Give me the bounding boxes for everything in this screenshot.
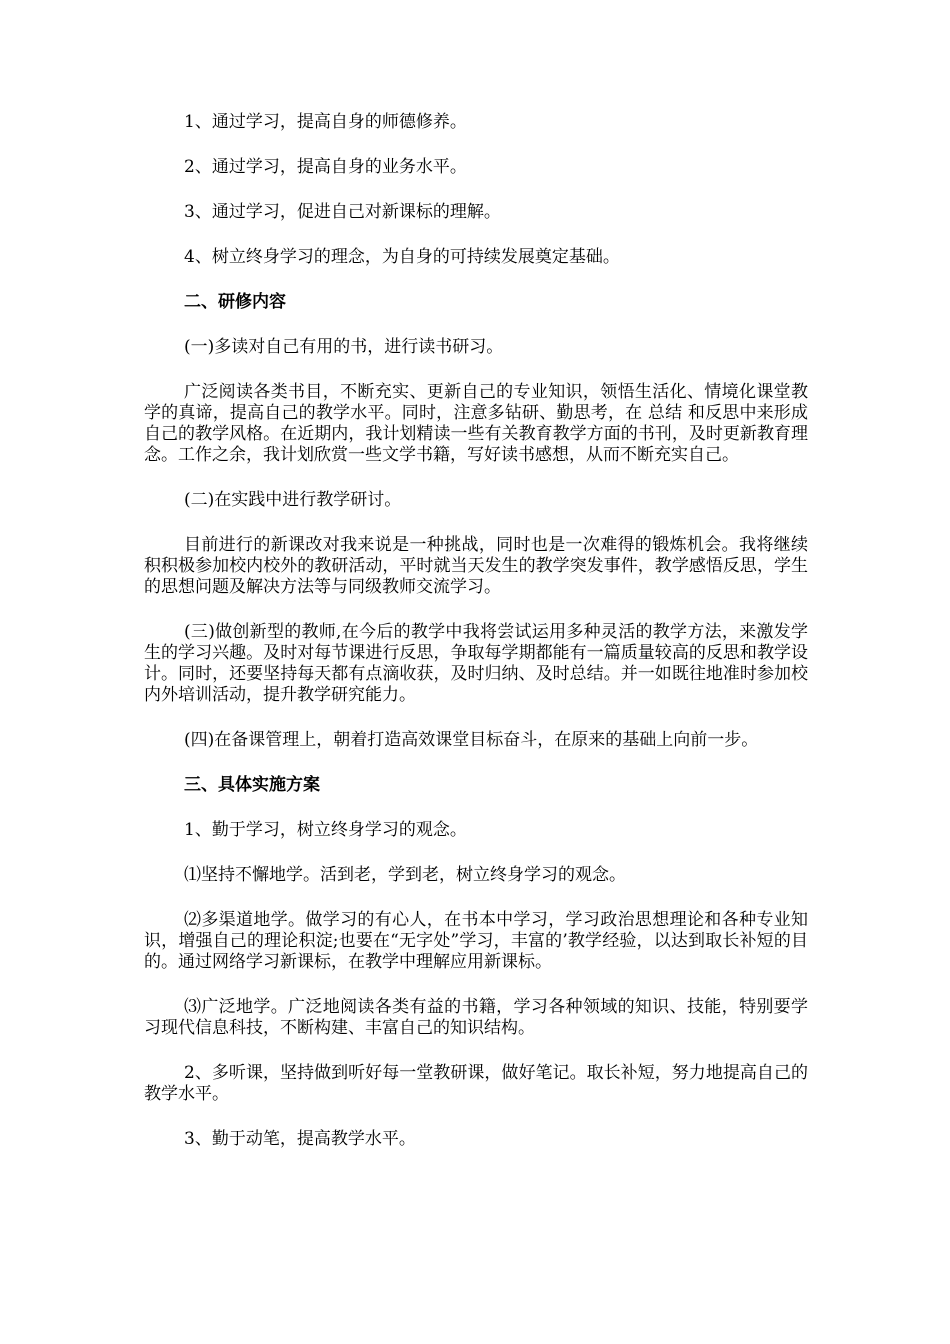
paragraph: ⑶广泛地学。广泛地阅读各类有益的书籍，学习各种领域的知识、技能，特别要学习现代信息科技，不断构建、丰富自己的知识结构。 xyxy=(144,997,808,1038)
paragraph: 目前进行的新课改对我来说是一种挑战，同时也是一次难得的锻炼机会。我将继续积积极参加校内校外的教研活动，平时就当天发生的教学突发事件，教学感悟反思，学生的思想问题及解决方法等与同级教师交流学习。 xyxy=(144,535,808,597)
paragraph: 4、树立终身学习的理念，为自身的可持续发展奠定基础。 xyxy=(184,247,620,267)
paragraph: 1、勤于学习，树立终身学习的观念。 xyxy=(184,820,467,840)
paragraph: ⑵多渠道地学。做学习的有心人，在书本中学习，学习政治思想理论和各种专业知识，增强自己的理论积淀;也要在“无字处”学习，丰富的’教学经验，以达到取长补短的目的。通过网络学习新课标，在教学中理解应用新课标。 xyxy=(144,910,808,972)
paragraph: 3、勤于动笔，提高教学水平。 xyxy=(184,1129,416,1149)
paragraph: 3、通过学习，促进自己对新课标的理解。 xyxy=(184,202,501,222)
document-body xyxy=(144,112,808,1174)
paragraph: 广泛阅读各类书目，不断充实、更新自己的专业知识，领悟生活化、情境化课堂教学的真谛，提高自己的教学水平。同时，注意多钻研、勤思考，在 总结 和反思中来形成自己的教学风格。在近期内，我计划精读一些有关教育教学方面的书刊，及时更新教育理念。工作之余，我计划欣赏一些文学书籍，写好读书感想，从而不断充实自己。 xyxy=(144,382,808,465)
paragraph: (一)多读对自己有用的书，进行读书研习。 xyxy=(184,337,504,357)
paragraph: 2、多听课，坚持做到听好每一堂教研课，做好笔记。取长补短，努力地提高自己的教学水平。 xyxy=(144,1063,808,1104)
paragraph: (三)做创新型的教师,在今后的教学中我将尝试运用多种灵活的教学方法，来激发学生的学习兴趣。及时对每节课进行反思，争取每学期都能有一篇质量较高的反思和教学设计。同时，还要坚持每天都有点滴收获，及时归纳、及时总结。并一如既往地准时参加校内外培训活动，提升教学研究能力。 xyxy=(144,622,808,705)
paragraph: ⑴坚持不懈地学。活到老，学到老，树立终身学习的观念。 xyxy=(184,865,626,885)
section-heading: 二、研修内容 xyxy=(184,292,286,312)
paragraph: (二)在实践中进行教学研讨。 xyxy=(184,490,402,510)
paragraph: (四)在备课管理上，朝着打造高效课堂目标奋斗，在原来的基础上向前一步。 xyxy=(184,730,759,750)
paragraph: 1、通过学习，提高自身的师德修养。 xyxy=(184,112,467,132)
section-heading: 三、具体实施方案 xyxy=(184,775,320,795)
paragraph: 2、通过学习，提高自身的业务水平。 xyxy=(184,157,467,177)
